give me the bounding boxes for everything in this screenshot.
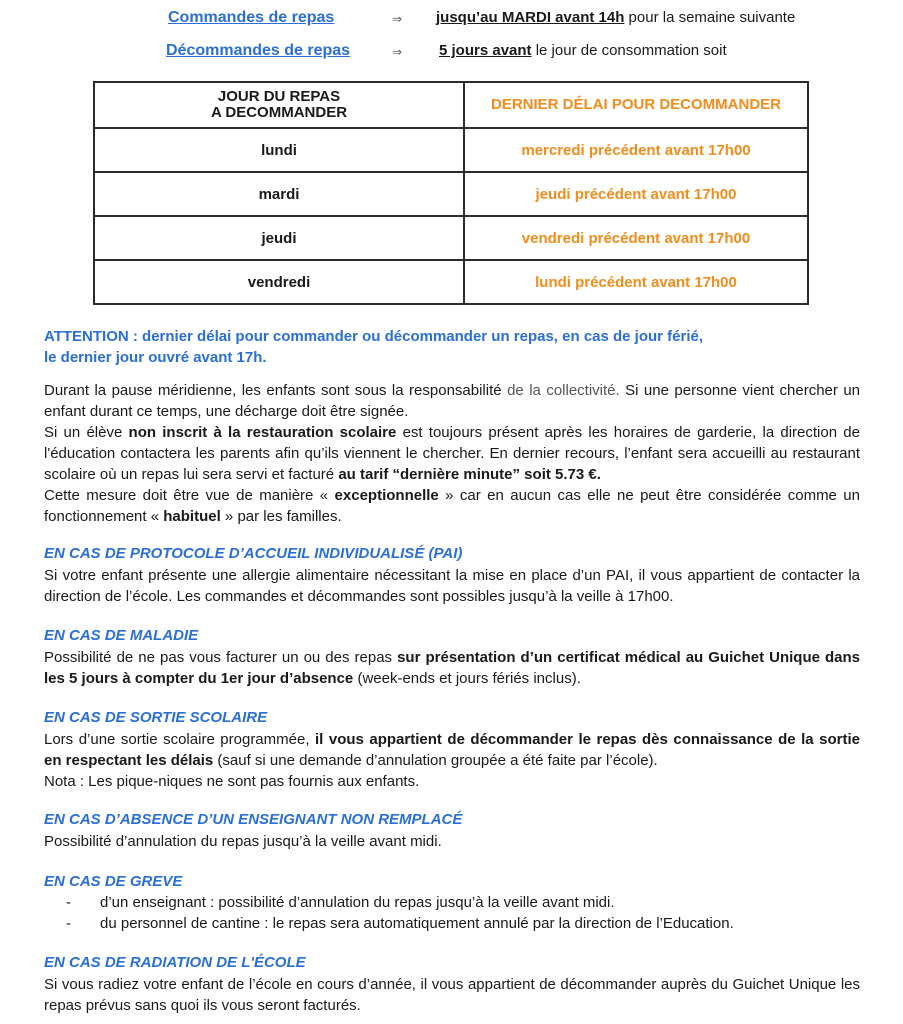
school-trip-nota: Nota : Les pique-niques ne sont pas fournis aux enfants. <box>44 773 420 790</box>
table-row <box>94 260 808 304</box>
day-cell: lundi <box>94 128 464 172</box>
teacher-absence-text: Possibilité d’annulation du repas jusqu’à la veille avant midi. <box>44 833 442 850</box>
lunch-break-paragraph <box>44 380 860 527</box>
school-trip-heading: EN CAS DE SORTIE SCOLAIRE <box>44 709 268 726</box>
deadline-cell: vendredi précédent avant 17h00 <box>464 216 808 260</box>
deadline-cell: mercredi précédent avant 17h00 <box>464 128 808 172</box>
cancel-deadline-text <box>439 42 727 59</box>
table-row <box>94 216 808 260</box>
arrow-icon: ⇒ <box>392 12 403 26</box>
pai-text: Si votre enfant présente une allergie alimentaire nécessitant la mise en place d’un PAI, il vous appartient de contacter la direction de l’école. Les commandes et décommandes sont possibles jusqu’à la veille à 17h00. <box>44 567 860 605</box>
attention-line2: le dernier jour ouvré avant 17h. <box>44 349 267 366</box>
order-deadline-text <box>436 9 795 26</box>
order-deadline-rest: pour la semaine suivante <box>624 9 796 26</box>
cancel-meals-link[interactable]: Décommandes de repas <box>166 42 351 59</box>
school-trip-text: Lors d’une sortie scolaire programmée, il vous appartient de décommander le repas dès connaissance de la sortie en respectant les délais (sauf si une demande d’annulation groupée a été faite par l’école). Nota : Les pique-niques ne sont pas fournis aux enfants. <box>44 731 860 790</box>
non-registered-text: Si un élève non inscrit à la restauration scolaire est toujours présent après les horaires de garderie, la direction de l'éducation contactera les parents afin qu’ils viennent le chercher. En dernier recours, l’enfant sera accueilli au restaurant scolaire où un repas lui sera servi et facturé au tarif “dernière minute” soit 5.73 €. <box>44 424 860 483</box>
table-row <box>94 128 808 172</box>
pai-heading: EN CAS DE PROTOCOLE D’ACCUEIL INDIVIDUALISÉ (PAI) <box>44 545 463 562</box>
teacher-absence-heading: EN CAS D’ABSENCE D’UN ENSEIGNANT NON REMPLACÉ <box>44 811 463 828</box>
strike-list <box>60 892 734 934</box>
table-row <box>94 172 808 216</box>
responsibility-text: Durant la pause méridienne, les enfants sont sous la responsabilité de la collectivité. Si une personne vient chercher un enfant durant ce temps, une décharge doit être signée. <box>44 382 861 420</box>
header-day-line1: JOUR DU REPAS <box>217 88 341 105</box>
withdrawal-heading: EN CAS DE RADIATION DE L'ÉCOLE <box>44 954 306 971</box>
order-deadline-bold: jusqu’au MARDI avant 14h <box>436 9 625 26</box>
exceptional-measure-text: Cette mesure doit être vue de manière « exceptionnelle » car en aucun cas elle ne peut être considérée comme un fonctionnement « habituel » par les familles. <box>44 487 860 525</box>
arrow-icon: ⇒ <box>392 45 403 59</box>
day-cell: mardi <box>94 172 464 216</box>
day-cell: jeudi <box>94 216 464 260</box>
header-deadline: DERNIER DÉLAI POUR DECOMMANDER <box>464 82 808 128</box>
header-day <box>94 82 464 128</box>
attention-notice <box>44 326 703 368</box>
cancel-deadline-rest: le jour de consommation soit <box>531 42 727 59</box>
cancellation-deadlines-table <box>93 81 809 305</box>
list-item: - du personnel de cantine : le repas sera automatiquement annulé par la direction de l’Education. <box>66 915 734 932</box>
deadline-cell: lundi précédent avant 17h00 <box>464 260 808 304</box>
day-cell: vendredi <box>94 260 464 304</box>
order-meals-link[interactable]: Commandes de repas <box>168 9 335 26</box>
cancel-deadline-bold: 5 jours avant <box>439 42 532 59</box>
withdrawal-text: Si vous radiez votre enfant de l’école en cours d’année, il vous appartient de décommander auprès du Guichet Unique les repas prévus sans quoi ils vous seront facturés. <box>44 976 860 1014</box>
deadline-cell: jeudi précédent avant 17h00 <box>464 172 808 216</box>
strike-heading: EN CAS DE GREVE <box>44 873 183 890</box>
illness-text: Possibilité de ne pas vous facturer un ou des repas sur présentation d’un certificat médical au Guichet Unique dans les 5 jours à compter du 1er jour d’absence (week-ends et jours fériés inclus). <box>44 649 860 687</box>
illness-heading: EN CAS DE MALADIE <box>44 627 199 644</box>
table-header-row <box>94 82 808 128</box>
header-day-line2: A DECOMMANDER <box>210 104 348 121</box>
attention-line1: ATTENTION : dernier délai pour commander ou décommander un repas, en cas de jour férié, <box>44 328 704 345</box>
list-item: - d’un enseignant : possibilité d’annulation du repas jusqu’à la veille avant midi. <box>66 894 615 911</box>
